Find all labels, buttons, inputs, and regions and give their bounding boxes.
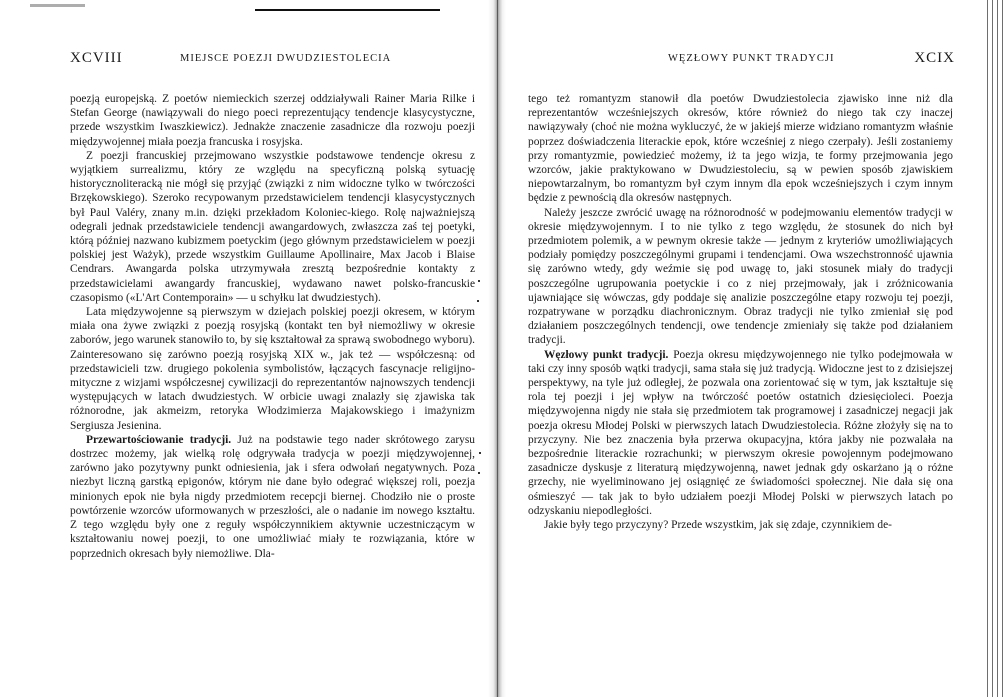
left-page-number: XCVIII	[70, 50, 123, 66]
page-edge	[985, 0, 1007, 697]
right-paragraph-1: tego też romantyzm stanowił dla poetów Dwudziestolecia zjawisko inne niż dla reprezentantów wcześniejszych okresów, które również do niego tak czy inaczej nawiązywały (choć nie można wykluczyć, że w jakiejś mierze widziano romantyzm właśnie poprzez doświadczenia literackie epok, które wcześniej z niego czerpały). Jeśli zostaniemy przy romantyzmie, powiedzieć możemy, iż ta jego wizja, te formy przejmowania jego wzorców, jakie praktykowano w Dwudziestoleciu, są w pewien sposób zjawiskiem niepowtarzalnym, bo romantyzm był czym innym dla epok wcześniejszych i czym innym będzie z pewnością dla okresów następnych.	[528, 93, 953, 205]
right-section-paragraph	[528, 348, 953, 518]
left-section-text: Już na podstawie tego nader skrótowego zarysu dostrzec możemy, jak wielką rolę odgrywała tradycja w poezji międzywojennej, zarówno jako pozytywny punkt odniesienia, jak i sfera odwołań negatywnych. Poza niezbyt liczną garstką epigonów, którym nie dane było odegrać większej roli, poezja minionych epok nie była nigdy przedmiotem recepcji biernej. Chodziło nie o proste powtórzenie wzorców uformowanych w przeszłości, ale o nadanie im nowego kształtu. Z tego względu były one z reguły współczynnikiem aktywnie uczestniczącym w kształtowaniu nowej poezji, to one umożliwiać miały te rozwiązania, które w poprzednich okresach były niemożliwe. Dla-	[70, 433, 475, 560]
left-page-body	[70, 92, 475, 561]
scan-speck	[478, 280, 480, 282]
left-section-title: Przewartościowanie tradycji.	[86, 433, 232, 446]
right-section-text: Poezja okresu międzywojennego nie tylko podejmowała w taki czy inny sposób wątki tradycji, sama stała się już tradycją. Widoczne jest to z dzisiejszej perspektywy, na tyle już odległej, że pozwala ona zorientować się w tym, jak kształtuje się rola tej poezji i jej wpływ na twórczość poetów ostatnich dziesięcioleci. Poezja międzywojenna nigdy nie stała się przedmiotem tak programowej i zasadniczej negacji jak poezja okresu Młodej Polski w pierwszych latach Dwudziestolecia. Różne złożyły się na to przyczyny. Nie bez znaczenia była przerwa okupacyjna, która jakby nie pozwalała na bezpośrednie literackie rozrachunki; w pierwszym okresie powojennym podejmowano zasadnicze dyskusje z literaturą międzywojenną, nawet jednak gdy oskarżano ją o różne grzechy, nie wyeliminowano jej osiągnięć ze świadomości społecznej. Nie dała się ona ośmieszyć — tak jak to było udziałem poezji Młodej Polski w pierwszych latach po odzyskaniu niepodległości.	[528, 348, 953, 517]
scan-speck	[479, 452, 481, 454]
left-section-paragraph	[70, 433, 475, 561]
right-closing-paragraph: Jakie były tego przyczyny? Przede wszystkim, jak się zdaje, czynnikiem de-	[544, 519, 892, 532]
book-gutter	[488, 0, 506, 697]
scan-speck	[478, 472, 480, 474]
right-page-number: XCIX	[914, 50, 955, 66]
right-page-header	[528, 50, 953, 80]
right-page-body	[528, 92, 953, 532]
scan-rule	[255, 9, 440, 11]
scan-smear	[30, 4, 85, 7]
left-paragraph-3: Lata międzywojenne są pierwszym w dziejach polskiej poezji okresem, w którym miała ona żywe związki z poezją rosyjską (kontakt ten był niemożliwy w okresie zaborów, jego warunek stanowiło to, by się kształtował za sprawą swobodnego wyboru). Zainteresowano się zarówno poezją rosyjską XIX w., jak też — współczesną: od przedstawicieli tzw. drugiego pokolenia symbolistów, łączących fascynacje religijno-mityczne z wizjami współczesnej cywilizacji do reprezentantów najnowszych tendencji występujących w latach dwudziestych. W orbicie uwagi znalazły się zjawiska tak różnorodne, jak akmeizm, retoryka Włodzimierza Majakowskiego i imażynizm Sergiusza Jesienina.	[70, 306, 475, 432]
right-page	[528, 50, 953, 532]
scan-speck	[477, 300, 479, 302]
right-section-title: Węzłowy punkt tradycji.	[544, 348, 669, 361]
left-page	[70, 50, 475, 561]
left-paragraph-2: Z poezji francuskiej przejmowano wszystkie podstawowe tendencje okresu z wyjątkiem surrealizmu, który ze względu na specyficzną polską sytuację historycznoliteracką nie mógł się przyjąć (związki z nim widoczne tylko w twórczości Brzękowskiego). Szeroko recypowanym przedstawicielem tendencji klasycystycznych był Paul Valéry, znany m.in. dzięki przekładom Koloniec-kiego. Rolę najważniejszą odegrali jednak przedstawiciele tendencji awangardowych, zwłaszcza zaś tej poetyki, którą później nazwano kubizmem poetyckim (jego głównym przedstawicielem w poezji polskiej jest Ważyk), przede wszystkim Guillaume Apollinaire, Max Jacob i Blaise Cendrars. Awangarda polska utrzymywała zresztą bezpośrednie kontakty z przedstawicielami awangardy francuskiej, wydawano nawet polsko-francuskie czasopismo («L'Art Contemporain» — u schyłku lat dwudziestych).	[70, 149, 475, 304]
right-paragraph-2: Należy jeszcze zwrócić uwagę na różnorodność w podejmowaniu elementów tradycji w okresie międzywojennym. I to nie tylko z tego względu, że stosunek do nich był przedmiotem polemik, a w pewnym okresie także — jednym z kryteriów umożliwiających podziały pomiędzy poszczególnymi grupami i tendencjami. Owa wszechstronność ujawnia się zarówno wtedy, gdy weźmie się pod uwagę to, jaki stosunek miały do tradycji poszczególne ugrupowania poetyckie i co z niej przejmowały, jak i zróżnicowania ujawniające się wówczas, gdy poddaje się analizie poszczególne etapy rozwoju tej poezji, rozpatrywane w porządku diachronicznym. Obraz tradycji nie tylko zmieniał się pod działaniem poszczególnych tendencji, owe tendencje zmieniały się także pod działaniem tradycji.	[528, 206, 953, 347]
right-running-title: WĘZŁOWY PUNKT TRADYCJI	[668, 53, 835, 64]
left-running-title: MIEJSCE POEZJI DWUDZIESTOLECIA	[180, 53, 392, 64]
left-paragraph-1: poezją europejską. Z poetów niemieckich szerzej oddziaływali Rainer Maria Rilke i Stefan George (nawiązywali do niego poeci reprezentujący tendencje klasycystyczne, przede wszystkim Iwaszkiewicz). Jednakże znaczenie zasadnicze dla rozwoju poezji międzywojennej miała poezja francuska i rosyjska.	[70, 93, 475, 148]
left-page-header	[70, 50, 475, 80]
